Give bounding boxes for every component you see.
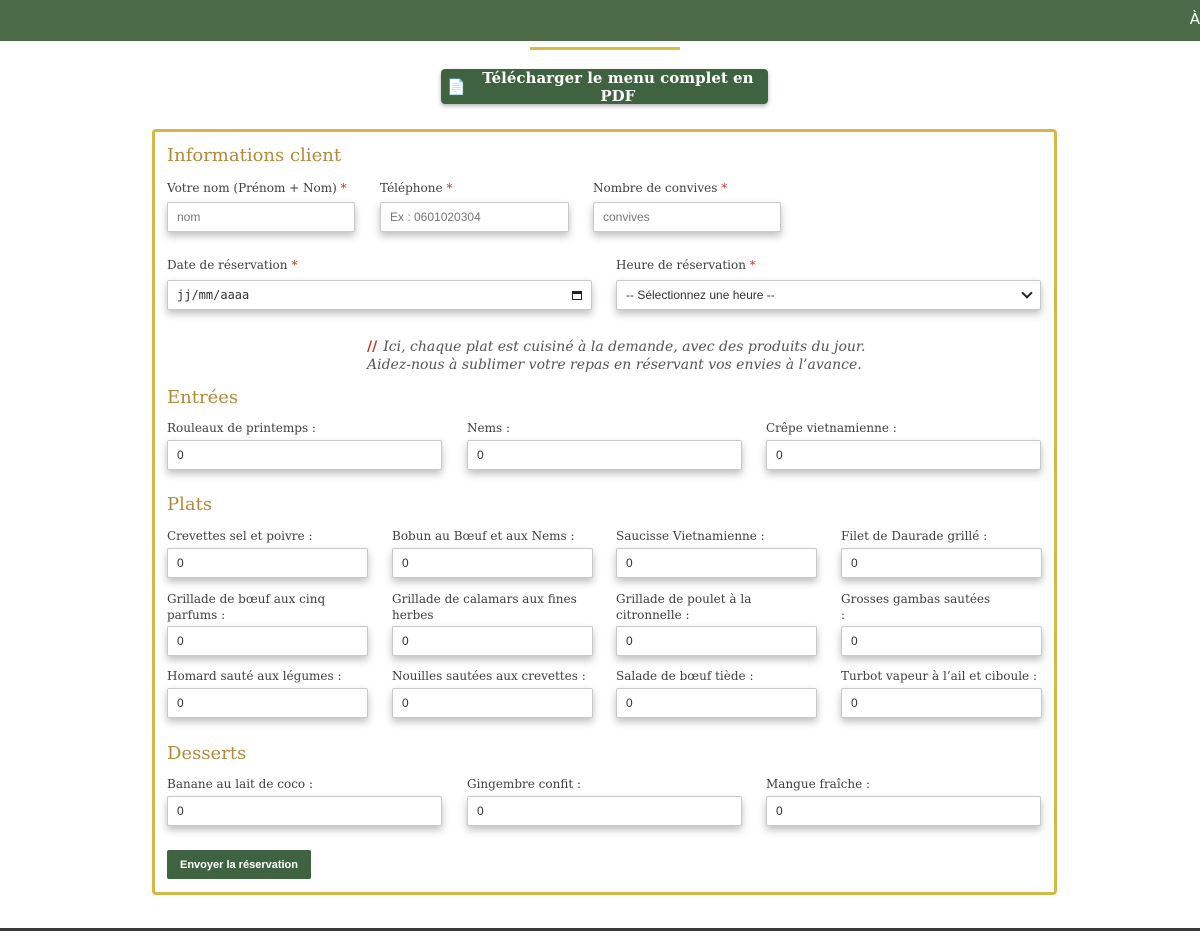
plat-label: Grosses gambas sautées : <box>841 592 991 622</box>
note-line-2: Aidez-nous à sublimer votre repas en réservant vos envies à l’avance. <box>367 357 862 373</box>
plat-quantity-input[interactable] <box>841 626 1042 656</box>
download-pdf-button[interactable] <box>441 69 768 104</box>
plat-quantity-input[interactable] <box>841 548 1042 578</box>
entree-quantity-input[interactable] <box>766 440 1041 470</box>
phone-label: Téléphone * <box>380 181 453 195</box>
chopsticks-icon: // <box>367 339 378 355</box>
plat-label: Saucisse Vietnamienne : <box>616 529 765 543</box>
dessert-label: Gingembre confit : <box>467 777 582 791</box>
entree-label: Rouleaux de printemps : <box>167 421 316 435</box>
section-heading-client: Informations client <box>167 145 342 166</box>
section-heading-desserts: Desserts <box>167 743 247 764</box>
entree-quantity-input[interactable] <box>167 440 442 470</box>
calendar-icon[interactable] <box>572 291 582 300</box>
dessert-quantity-input[interactable] <box>167 796 442 826</box>
guests-input[interactable] <box>593 202 781 232</box>
time-label: Heure de réservation * <box>616 258 756 272</box>
plat-label: Salade de bœuf tiède : <box>616 669 754 683</box>
guests-label: Nombre de convives * <box>593 181 728 195</box>
plat-label: Grillade de calamars aux fines herbes <box>392 592 577 622</box>
section-heading-plats: Plats <box>167 494 213 515</box>
header-edge-text[interactable]: À <box>1189 10 1200 28</box>
plat-quantity-input[interactable] <box>167 688 368 718</box>
entree-quantity-input[interactable] <box>467 440 742 470</box>
plat-quantity-input[interactable] <box>167 626 368 656</box>
time-select[interactable] <box>616 280 1041 310</box>
plat-label: Grillade de poulet à la citronnelle : <box>616 592 752 622</box>
plat-quantity-input[interactable] <box>616 688 817 718</box>
plat-quantity-input[interactable] <box>392 688 593 718</box>
phone-input[interactable] <box>380 202 569 232</box>
download-pdf-label: Télécharger le menu complet en PDF <box>482 68 754 105</box>
plat-quantity-input[interactable] <box>392 548 593 578</box>
kitchen-note <box>367 338 867 374</box>
entree-label: Crêpe vietnamienne : <box>766 421 897 435</box>
plat-quantity-input[interactable] <box>841 688 1042 718</box>
plat-label: Filet de Daurade grillé : <box>841 529 988 543</box>
plat-label: Crevettes sel et poivre : <box>167 529 313 543</box>
dessert-label: Mangue fraîche : <box>766 777 871 791</box>
entree-label: Nems : <box>467 421 510 435</box>
name-label: Votre nom (Prénom + Nom) * <box>167 181 347 195</box>
date-input[interactable] <box>167 280 592 310</box>
submit-reservation-button[interactable]: Envoyer la réservation <box>167 850 311 879</box>
plat-label: Turbot vapeur à l’ail et ciboule : <box>841 669 1038 683</box>
plat-label: Nouilles sautées aux crevettes : <box>392 669 586 683</box>
plat-quantity-input[interactable] <box>616 626 817 656</box>
note-line-1: Ici, chaque plat est cuisiné à la demande, avec des produits du jour. <box>383 339 866 355</box>
date-label: Date de réservation * <box>167 258 298 272</box>
plat-label: Bobun au Bœuf et aux Nems : <box>392 529 575 543</box>
chevron-down-icon <box>1021 287 1032 298</box>
document-icon: 📄 <box>447 77 466 96</box>
time-selected-value: -- Sélectionnez une heure -- <box>626 288 775 302</box>
plat-label: Grillade de bœuf aux cinq parfums : <box>167 592 326 622</box>
dessert-label: Banane au lait de coco : <box>167 777 314 791</box>
plat-quantity-input[interactable] <box>616 548 817 578</box>
section-heading-entrees: Entrées <box>167 387 239 408</box>
top-header-bar <box>0 0 1200 41</box>
dessert-quantity-input[interactable] <box>766 796 1041 826</box>
date-value: jj/mm/aaaa <box>177 288 250 302</box>
plat-label: Homard sauté aux légumes : <box>167 669 342 683</box>
title-underline <box>530 47 680 50</box>
name-input[interactable] <box>167 202 355 232</box>
plat-quantity-input[interactable] <box>167 548 368 578</box>
plat-quantity-input[interactable] <box>392 626 593 656</box>
dessert-quantity-input[interactable] <box>467 796 742 826</box>
